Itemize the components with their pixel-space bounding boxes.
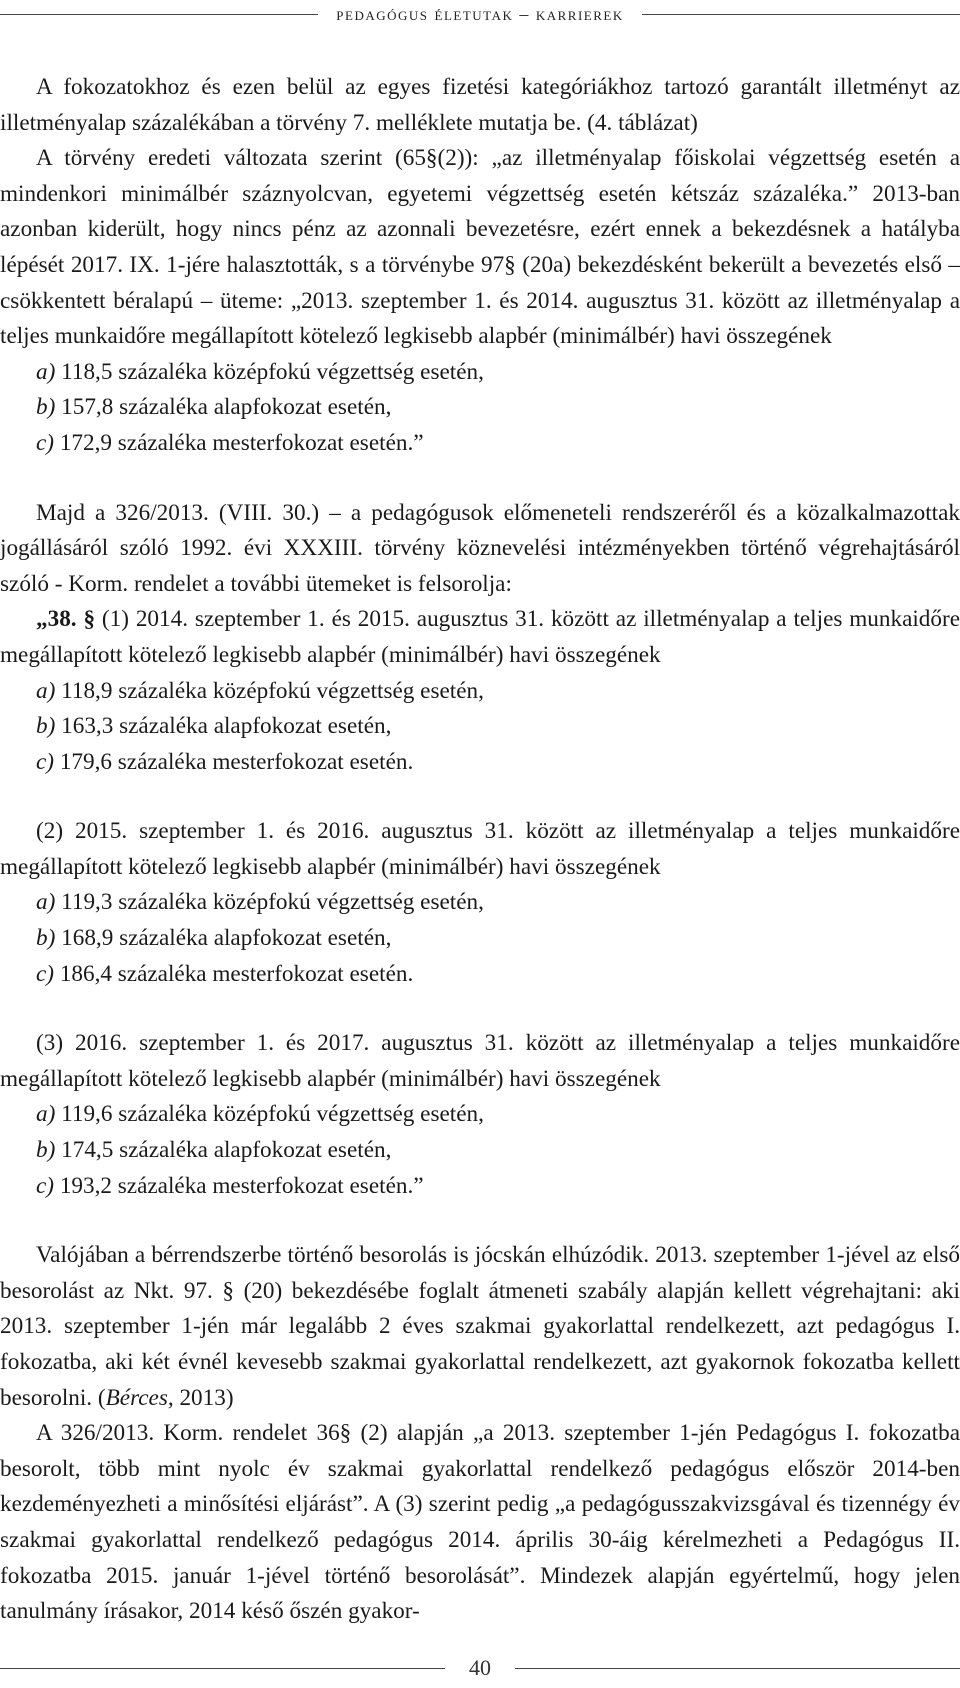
intro-paragraph-1: A fokozatokhoz és ezen belül az egyes fizetési kategóriákhoz tartozó garantált illetményt az illetményalap százalékában a törvény 7. melléklete mutatja be. (4. táblázat) (0, 74, 960, 136)
list-item (0, 709, 960, 745)
classification-paragraph (0, 1238, 960, 1416)
list-letter: a) (36, 1101, 56, 1128)
list-text: 186,4 százaléka mesterfokozat esetén. (54, 960, 414, 987)
list-letter: c) (36, 748, 55, 775)
section-38-paragraph (0, 602, 960, 673)
list-letter: c) (36, 429, 55, 456)
list-item (0, 674, 960, 710)
page-number: 40 (469, 1655, 491, 1680)
subsection-2-paragraph: (2) 2015. szeptember 1. és 2016. augusztus 31. között az illetményalap a teljes munkaidőre megállapított kötelező legkisebb alapbér (minimálbér) havi összegének (0, 818, 960, 880)
list-text: 119,6 százaléka középfokú végzettség esetén, (55, 1101, 484, 1128)
page-body (0, 70, 960, 1630)
list-text: 118,5 százaléka középfokú végzettség esetén, (55, 358, 484, 385)
footer-rule-right (515, 1668, 960, 1669)
page-footer (0, 1648, 960, 1688)
list-letter: a) (36, 358, 56, 385)
subsection-3-paragraph: (3) 2016. szeptember 1. és 2017. augusztus 31. között az illetményalap a teljes munkaidőre megállapított kötelező legkisebb alapbér (minimálbér) havi összegének (0, 1030, 960, 1092)
header-rule-left (0, 14, 318, 15)
list-letter: b) (36, 713, 56, 740)
list-item (0, 1169, 960, 1205)
list-letter: b) (36, 394, 56, 421)
list-letter: a) (36, 889, 56, 916)
list-text: 163,3 százaléka alapfokozat esetén, (55, 713, 392, 740)
list-letter: c) (36, 1172, 55, 1199)
section-38-label: „38. § (36, 606, 96, 633)
list-text: 172,9 százaléka mesterfokozat esetén.” (54, 429, 424, 456)
list-item (0, 885, 960, 921)
intro-paragraph-2: A törvény eredeti változata szerint (65§(2)): „az illetményalap főiskolai végzettség esetén a mindenkori minimálbér száznyolcvan, egyetemi végzettség esetén kétszáz százaléka.” 2013-ban azonban kiderült, hogy nincs pénz az azonnali bevezetésre, ezért ennek a bekezdésnek a hatályba lépését 2017. IX. 1-jére halasztották, s a törvénybe 97§ (20a) bekezdésként bekerült a bevezetés első – csökkentett béralapú – üteme: „2013. szeptember 1. és 2014. augusztus 31. között az illetményalap a teljes munkaidőre megállapított kötelező legkisebb alapbér (minimálbér) havi összegének (0, 145, 960, 350)
list-letter: b) (36, 1137, 56, 1164)
list-letter: a) (36, 677, 56, 704)
list-text: 179,6 százaléka mesterfokozat esetén. (54, 748, 414, 775)
list-item (0, 1133, 960, 1169)
footer-rule-left (0, 1668, 445, 1669)
section-38-text: (1) 2014. szeptember 1. és 2015. augusztus 31. között az illetményalap a teljes munkaidőre megállapított kötelező legkisebb alapbér (minimálbér) havi összegének (0, 606, 960, 668)
list-letter: c) (36, 960, 55, 987)
list-item (0, 355, 960, 391)
classification-text: Valójában a bérrendszerbe történő besorolás is jócskán elhúzódik. 2013. szeptember 1-jével az első besorolást az Nkt. 97. § (20) bekezdésébe foglalt átmeneti szabály alapján kellett végrehajtani: aki 2013. szeptember 1-jén már legalább 2 éves szakmai gyakorlattal rendelkezett, azt pedagógus I. fokozatba, aki két évnél kevesebb szakmai gyakorlattal rendelkezett, azt gyakornok fokozatba kellett besorolni. ( (0, 1242, 960, 1411)
list-item (0, 1097, 960, 1133)
list-text: 168,9 százaléka alapfokozat esetén, (55, 925, 392, 952)
list-item (0, 426, 960, 462)
header-rule-right (642, 14, 960, 15)
decree-36-paragraph: A 326/2013. Korm. rendelet 36§ (2) alapján „a 2013. szeptember 1-jén Pedagógus I. fokozatba besorolt, több mint nyolc év szakmai gyakorlattal rendelkező pedagógus először 2014-ben kezdeményezheti a minősítési eljárást”. A (3) szerint pedig „a pedagógusszakvizsgával és tizennégy év szakmai gyakorlattal rendelkező pedagógus 2014. április 30-áig kérelmezheti a Pedagógus II. fokozatba 2015. január 1-jével történő besorolását”. Mindezek alapján egyértelmű, hogy jelen tanulmány írásakor, 2014 késő őszén gyakor- (0, 1420, 960, 1625)
list-text: 119,3 százaléka középfokú végzettség esetén, (55, 889, 484, 916)
decree-paragraph: Majd a 326/2013. (VIII. 30.) – a pedagógusok előmeneteli rendszeréről és a közalkalmazottak jogállásáról szóló 1992. évi XXXIII. törvény köznevelési intézményekben történő végrehajtásáról szóló - Korm. rendelet a további ütemeket is felsorolja: (0, 499, 960, 597)
list-text: 193,2 százaléka mesterfokozat esetén.” (54, 1172, 424, 1199)
list-text: 157,8 százaléka alapfokozat esetén, (55, 394, 392, 421)
list-item (0, 957, 960, 993)
running-header-title: pedagógus életutak – karrierek (336, 3, 624, 24)
list-item (0, 745, 960, 781)
list-letter: b) (36, 925, 56, 952)
citation-author: Bérces (105, 1384, 168, 1411)
list-text: 118,9 százaléka középfokú végzettség esetén, (55, 677, 484, 704)
list-text: 174,5 százaléka alapfokozat esetén, (55, 1137, 392, 1164)
list-item (0, 390, 960, 426)
list-item (0, 921, 960, 957)
running-header (0, 0, 960, 28)
citation-year: , 2013) (167, 1384, 234, 1411)
